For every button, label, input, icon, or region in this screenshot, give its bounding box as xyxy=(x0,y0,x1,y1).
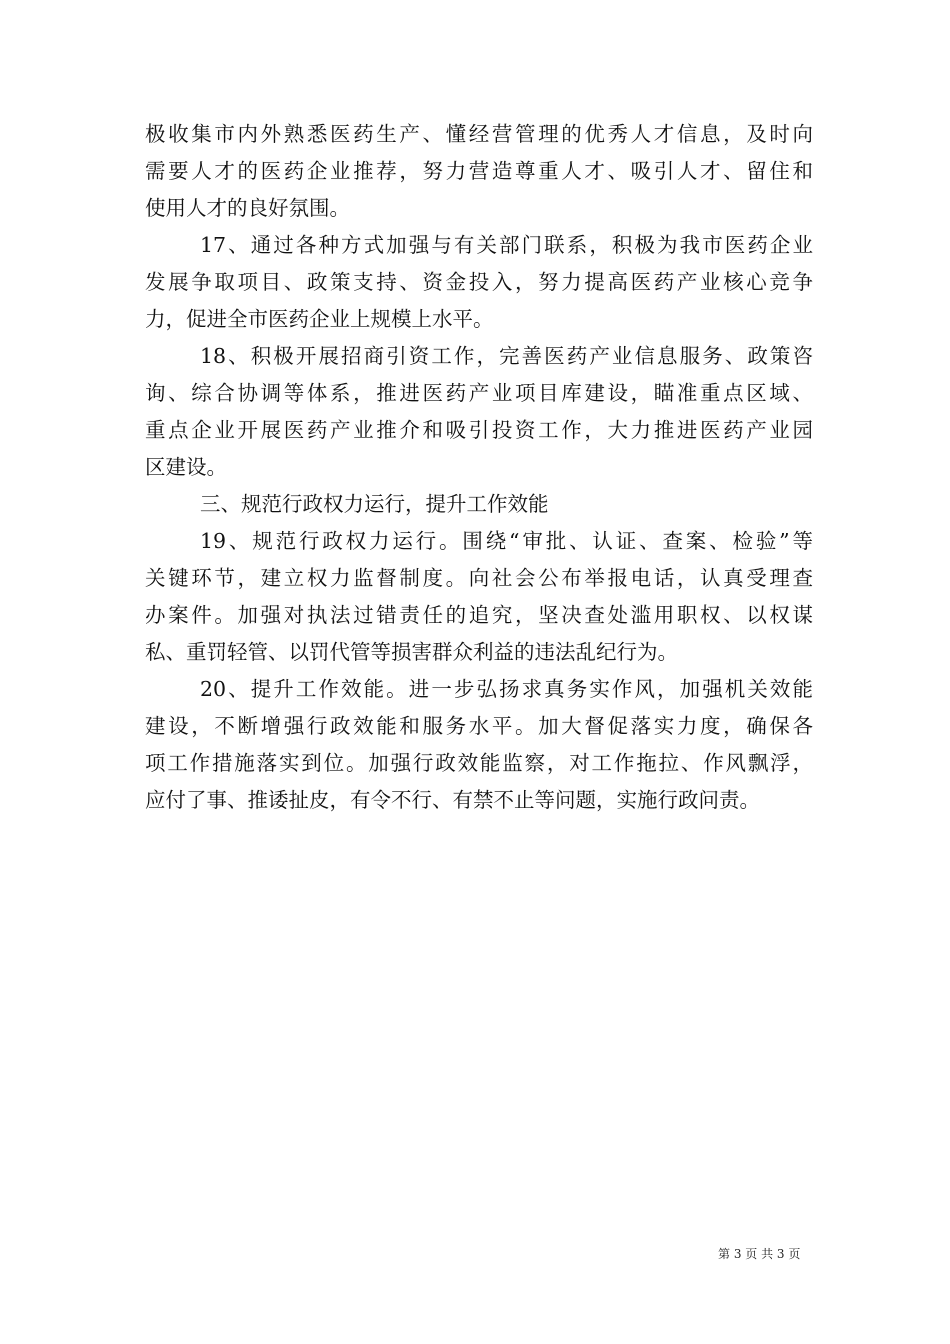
paragraph-17-start: 17、通过各种方式加强与有关部门联系，积极为我市医药企业 xyxy=(200,233,813,257)
text-line: 关键环节，建立权力监督制度。向社会公布举报电话，认真受理查 xyxy=(145,566,813,590)
text-line: 极收集市内外熟悉医药生产、懂经营管理的优秀人才信息，及时向 xyxy=(145,122,813,146)
text-line: 项工作措施落实到位。加强行政效能监察，对工作拖拉、作风飘浮， xyxy=(145,751,813,775)
text-line: 力，促进全市医药企业上规模上水平。 xyxy=(145,307,494,331)
text-line: 建设，不断增强行政效能和服务水平。加大督促落实力度，确保各 xyxy=(145,714,813,738)
text-line: 区建设。 xyxy=(145,455,227,479)
text-line: 应付了事、推诿扯皮，有令不行、有禁不止等问题，实施行政问责。 xyxy=(145,788,760,812)
paragraph-19-start: 19、规范行政权力运行。围绕“审批、认证、查案、检验”等 xyxy=(200,529,813,553)
text-line: 使用人才的良好氛围。 xyxy=(145,196,350,220)
paragraph-18-start: 18、积极开展招商引资工作，完善医药产业信息服务、政策咨 xyxy=(200,344,813,368)
section-heading: 三、规范行政权力运行，提升工作效能 xyxy=(200,492,549,516)
text-line: 询、综合协调等体系，推进医药产业项目库建设，瞄准重点区域、 xyxy=(145,381,813,405)
text-line: 发展争取项目、政策支持、资金投入，努力提高医药产业核心竞争 xyxy=(145,270,813,294)
text-line: 办案件。加强对执法过错责任的追究，坚决查处滥用职权、以权谋 xyxy=(145,603,813,627)
document-body xyxy=(145,116,813,819)
page-number-footer: 第 3 页 共 3 页 xyxy=(718,1247,801,1261)
text-line: 私、重罚轻管、以罚代管等损害群众利益的违法乱纪行为。 xyxy=(145,640,678,664)
paragraph-20-start: 20、提升工作效能。进一步弘扬求真务实作风，加强机关效能 xyxy=(200,677,813,701)
text-line: 重点企业开展医药产业推介和吸引投资工作，大力推进医药产业园 xyxy=(145,418,813,442)
text-line: 需要人才的医药企业推荐，努力营造尊重人才、吸引人才、留住和 xyxy=(145,159,813,183)
